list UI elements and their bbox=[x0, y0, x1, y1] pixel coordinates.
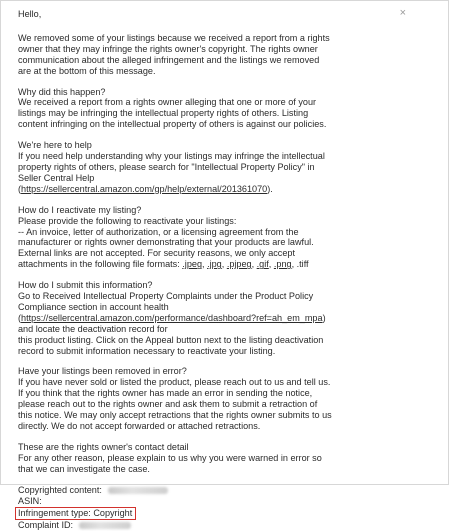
text-line: directly. We do not accept forwarded or attached retractions. bbox=[18, 421, 261, 431]
text-line: owner that they may infringe the rights owner's copyright. The rights owner bbox=[18, 43, 318, 54]
section-heading: Why did this happen? bbox=[18, 86, 106, 97]
greeting: Hello, bbox=[18, 9, 42, 19]
error-paragraph bbox=[18, 366, 434, 431]
text-line: -- An invoice, letter of authorization, or a licensing agreement from the bbox=[18, 226, 299, 237]
help-page-link[interactable]: https://sellercentral.amazon.com/gp/help/external/201361070 bbox=[21, 183, 268, 194]
complaint-id-label: Complaint ID: bbox=[18, 520, 74, 531]
copyrighted-content-label: Copyrighted content: bbox=[18, 484, 102, 495]
text-line: Go to Received Intellectual Property Complaints under the Product Policy bbox=[18, 291, 314, 302]
infringement-type-row bbox=[18, 507, 434, 520]
file-formats-line: attachments in the following file formats: .jpeg, .jpg, .pjpeg, .gif, .png, .tiff bbox=[18, 259, 309, 270]
section-heading: How do I submit this information? bbox=[18, 280, 153, 291]
text-line: If you think that the rights owner has made an error in sending the notice, bbox=[18, 388, 313, 399]
text-line: that we can investigate the case. bbox=[18, 463, 150, 474]
format-link-jpg[interactable]: .jpg bbox=[207, 259, 222, 270]
redacted-value bbox=[79, 522, 131, 529]
redacted-value bbox=[108, 487, 168, 494]
section-heading: How do I reactivate my listing? bbox=[18, 204, 142, 215]
asin-label: ASIN: bbox=[18, 495, 42, 506]
close-icon[interactable]: × bbox=[399, 7, 406, 19]
section-heading: We're here to help bbox=[18, 140, 92, 151]
text-line: If you have never sold or listed the product, please reach out to us and tell us. bbox=[18, 377, 331, 388]
infringement-type-label: Infringement type: Copyright bbox=[18, 508, 133, 519]
link-line bbox=[18, 184, 434, 195]
text-line: and locate the deactivation record for bbox=[18, 323, 168, 334]
complaint-id-row bbox=[18, 520, 434, 531]
format-link-gif[interactable]: .gif bbox=[256, 259, 269, 270]
format-tiff: .tiff bbox=[296, 259, 309, 270]
link-close-paren: ). bbox=[267, 183, 273, 194]
text-line: We removed some of your listings because we received a report from a rights bbox=[18, 32, 330, 43]
text-line: please reach out to the rights owner and ask them to submit a retraction of bbox=[18, 399, 318, 410]
contact-paragraph bbox=[18, 442, 434, 475]
link-open-paren: ( bbox=[18, 183, 22, 194]
intro-paragraph bbox=[18, 33, 434, 77]
complaint-details bbox=[18, 485, 434, 531]
text-line: this product listing. Click on the Appeal button next to the listing deactivation bbox=[18, 334, 324, 345]
text-line: manufacturer or rights owner demonstrating that your products are lawful. bbox=[18, 237, 314, 248]
asin-row bbox=[18, 496, 434, 507]
text-line: are at the bottom of this message. bbox=[18, 65, 156, 76]
text-line: External links are not accepted. For security reasons, we only accept bbox=[18, 248, 295, 259]
link-line bbox=[18, 313, 434, 324]
text-line: Compliance section in account health bbox=[18, 301, 169, 312]
copyrighted-content-row bbox=[18, 485, 434, 496]
why-paragraph bbox=[18, 87, 434, 131]
text-line: communication about the alleged infringement and the listings we removed bbox=[18, 54, 320, 65]
text-line: Please provide the following to reactivate your listings: bbox=[18, 215, 237, 226]
help-paragraph bbox=[18, 140, 434, 195]
reactivate-paragraph bbox=[18, 205, 434, 270]
text-line: record to submit information necessary to reactivate your listing. bbox=[18, 345, 276, 356]
text-line: If you need help understanding why your listings may infringe the intellectual bbox=[18, 151, 325, 162]
text-line: Seller Central Help bbox=[18, 172, 95, 183]
account-health-link[interactable]: https://sellercentral.amazon.com/performance/dashboard?ref=ah_em_mpa bbox=[21, 312, 323, 323]
formats-prefix: attachments in the following file formats: bbox=[18, 259, 183, 270]
submit-paragraph bbox=[18, 280, 434, 356]
link-open-paren: ( bbox=[18, 312, 22, 323]
section-heading: These are the rights owner's contact detail bbox=[18, 441, 189, 452]
text-line: property rights of others, please search for "Intellectual Property Policy" in bbox=[18, 161, 315, 172]
link-close-paren: ) bbox=[322, 312, 326, 323]
text-line: We received a report from a rights owner alleging that one or more of your bbox=[18, 97, 317, 108]
format-link-jpeg[interactable]: .jpeg bbox=[182, 259, 203, 270]
section-heading: Have your listings been removed in error? bbox=[18, 366, 187, 377]
format-link-png[interactable]: .png bbox=[273, 259, 292, 270]
infringement-type-highlight bbox=[15, 507, 136, 520]
text-line: listings may be infringing the intellectual property rights of others. Listing bbox=[18, 108, 309, 119]
text-line: content infringing on the intellectual property of others is against our policies. bbox=[18, 119, 327, 130]
format-link-pjpeg[interactable]: .pjpeg bbox=[226, 259, 252, 270]
text-line: For any other reason, please explain to us why you were warned in error so bbox=[18, 452, 322, 463]
text-line: this notice. We may only accept retractions that the rights owner submits to us bbox=[18, 410, 332, 421]
